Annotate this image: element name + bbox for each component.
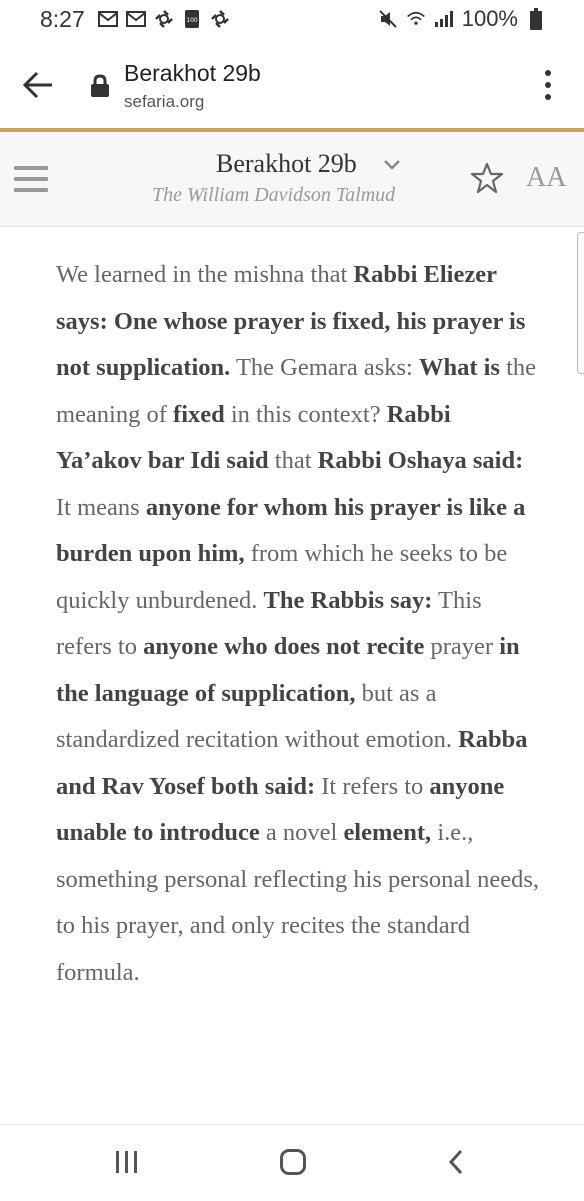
mute-icon	[378, 9, 398, 29]
battery-percent: 100%	[461, 6, 518, 31]
bold-text-segment: element,	[343, 819, 432, 846]
bold-text-segment: Rabbi Ya’akov bar Idi said	[56, 400, 451, 474]
app-100-icon	[182, 9, 202, 29]
page-title[interactable]: Berakhot 29b	[124, 60, 261, 86]
bold-text-segment: Rabbi Oshaya said:	[317, 447, 524, 474]
chevron-down-icon[interactable]	[383, 158, 401, 170]
bold-text-segment: Rabba and Rav Yosef both said:	[56, 726, 528, 800]
wifi-icon	[406, 9, 426, 29]
home-icon[interactable]	[280, 1149, 306, 1175]
text-segment: prayer	[424, 633, 500, 660]
nav-back-icon[interactable]	[446, 1147, 466, 1177]
menu-icon[interactable]	[14, 166, 48, 196]
reference-title[interactable]: Berakhot 29b	[216, 149, 357, 178]
more-options-icon[interactable]	[538, 68, 558, 102]
pinwheel-icon	[210, 9, 230, 29]
browser-toolbar	[0, 42, 584, 128]
battery-icon	[526, 9, 546, 29]
bold-text-segment: anyone who does not recite	[143, 633, 425, 660]
bold-text-segment: anyone for whom his prayer is like a burden upon him,	[56, 493, 526, 567]
url-domain[interactable]: sefaria.org	[124, 92, 205, 111]
scrollbar-thumb[interactable]	[577, 232, 584, 374]
bold-text-segment: fixed	[173, 400, 225, 428]
recent-apps-icon[interactable]	[116, 1151, 142, 1175]
gmail-icon	[98, 9, 118, 29]
text-segment: The Gemara asks:	[230, 354, 419, 381]
bold-text-segment: The Rabbis say:	[263, 586, 433, 614]
text-segment: This refers to	[56, 586, 482, 660]
text-segment: in this context?	[224, 400, 387, 428]
bold-text-segment: What is	[418, 354, 500, 381]
bold-text-segment: Rabbi Eliezer says: One whose prayer is fixed, his prayer is not supplication.	[56, 261, 526, 381]
bold-text-segment: in the language of supplication,	[56, 633, 520, 707]
system-icons	[378, 6, 546, 32]
bold-text-segment: anyone unable to introduce	[56, 772, 505, 846]
signal-icon	[434, 9, 454, 29]
text-segment: that	[268, 447, 318, 474]
talmud-text	[56, 252, 540, 996]
text-segment: from which he seeks to be quickly unburdened.	[56, 540, 508, 614]
text-segment: i.e., something personal reflecting his personal needs, to his prayer, and only recites the standard formula.	[56, 819, 540, 986]
font-settings-toggle[interactable]: AA	[526, 162, 567, 193]
notification-icons	[98, 9, 230, 29]
text-segment: the meaning of	[56, 354, 537, 428]
star-icon[interactable]	[470, 162, 504, 194]
text-segment: but as a standardized recitation without emotion.	[56, 679, 459, 753]
android-nav-bar	[0, 1124, 584, 1201]
reader-header	[0, 132, 584, 227]
back-arrow-icon[interactable]	[22, 70, 56, 100]
text-segment: It means	[56, 493, 146, 521]
status-time: 8:27	[40, 6, 85, 32]
gmail-icon	[126, 9, 146, 29]
svg-text:100: 100	[186, 17, 198, 24]
text-segment: It refers to	[315, 772, 430, 800]
lock-icon[interactable]	[90, 74, 110, 98]
pinwheel-icon	[154, 9, 174, 29]
text-segment: a novel	[259, 819, 344, 846]
text-segment: We learned in the mishna that	[56, 261, 354, 288]
edition-subtitle: The William Davidson Talmud	[152, 184, 396, 206]
status-bar	[0, 0, 584, 42]
